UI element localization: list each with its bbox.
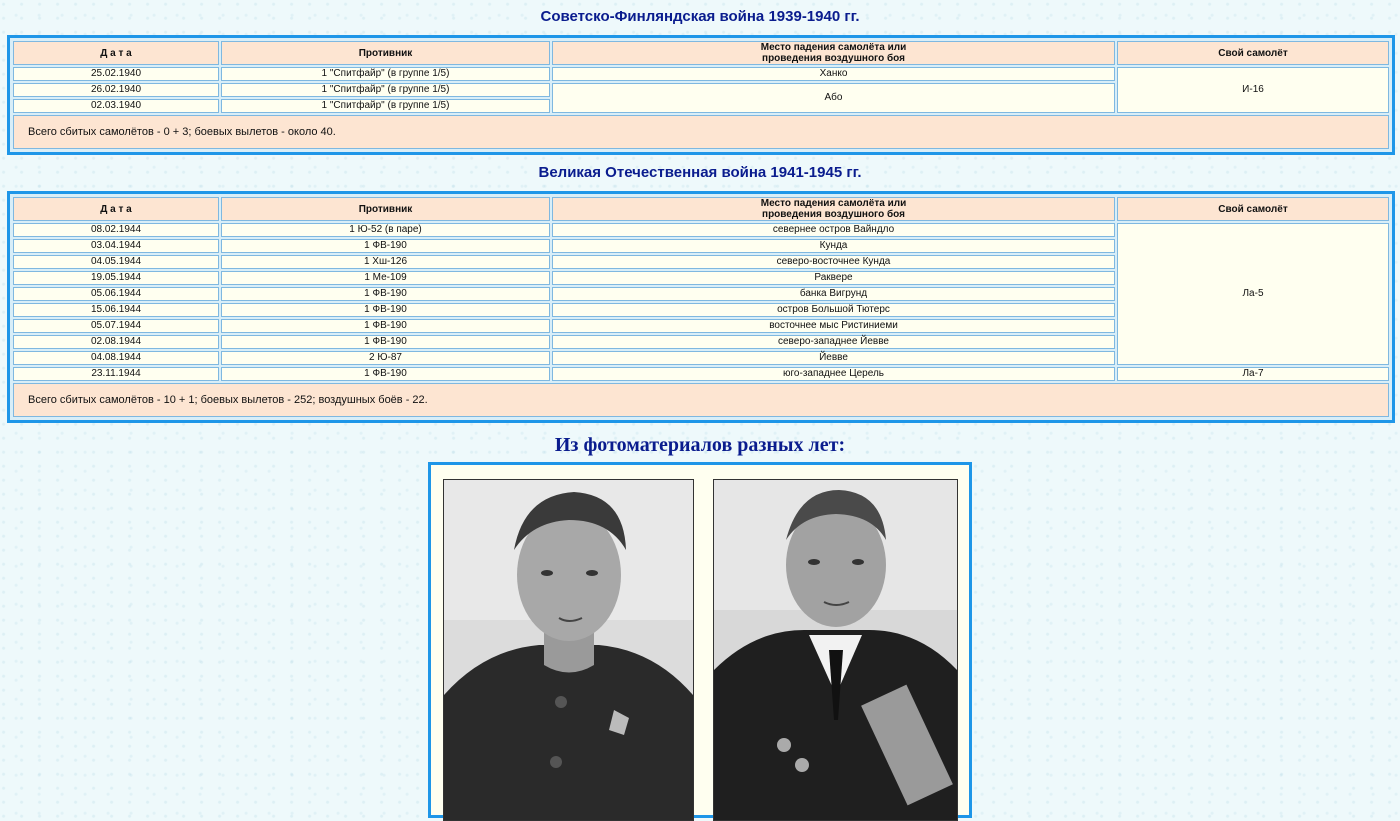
portrait-image — [444, 480, 693, 820]
header-place: Место падения самолёта или проведения воздушного боя — [552, 197, 1115, 221]
cell-place: северо-западнее Йевве — [552, 335, 1115, 349]
cell-place: северо-восточнее Кунда — [552, 255, 1115, 269]
cell-enemy: 1 "Спитфайр" (в группе 1/5) — [221, 83, 550, 97]
section-title-great-patriotic-war: Великая Отечественная война 1941-1945 гг. — [538, 164, 862, 181]
cell-place: Раквере — [552, 271, 1115, 285]
cell-aircraft: Ла-5 — [1117, 223, 1389, 365]
cell-place: Йевве — [552, 351, 1115, 365]
cell-aircraft: Ла-7 — [1117, 367, 1389, 381]
cell-date: 15.06.1944 — [13, 303, 219, 317]
cell-aircraft: И-16 — [1117, 67, 1389, 113]
portrait-photo-1[interactable] — [443, 479, 694, 821]
cell-enemy: 1 Хш-126 — [221, 255, 550, 269]
summary-text: Всего сбитых самолётов - 0 + 3; боевых вылетов - около 40. — [13, 115, 1389, 149]
portrait-image — [714, 480, 957, 820]
cell-place: Ханко — [552, 67, 1115, 81]
cell-date: 23.11.1944 — [13, 367, 219, 381]
cell-place: юго-западнее Церель — [552, 367, 1115, 381]
cell-enemy: 2 Ю-87 — [221, 351, 550, 365]
summary-row — [13, 115, 1389, 149]
winter-war-table — [7, 35, 1395, 155]
cell-date: 05.07.1944 — [13, 319, 219, 333]
header-date: Д а т а — [13, 197, 219, 221]
cell-enemy: 1 ФВ-190 — [221, 303, 550, 317]
cell-date: 25.02.1940 — [13, 67, 219, 81]
photo-gallery — [428, 462, 972, 818]
header-enemy: Противник — [221, 197, 550, 221]
portrait-photo-2[interactable] — [713, 479, 958, 821]
section-title-winter-war: Советско-Финляндская война 1939-1940 гг. — [540, 8, 860, 25]
header-date: Д а т а — [13, 41, 219, 65]
summary-row — [13, 383, 1389, 417]
cell-date: 19.05.1944 — [13, 271, 219, 285]
photos-title: Из фотоматериалов разных лет: — [554, 434, 846, 456]
cell-date: 02.08.1944 — [13, 335, 219, 349]
cell-date: 03.04.1944 — [13, 239, 219, 253]
table-row — [13, 223, 1389, 237]
cell-place: банка Вигрунд — [552, 287, 1115, 301]
cell-enemy: 1 ФВ-190 — [221, 287, 550, 301]
cell-place: остров Большой Тютерс — [552, 303, 1115, 317]
cell-enemy: 1 Ме-109 — [221, 271, 550, 285]
header-enemy: Противник — [221, 41, 550, 65]
cell-enemy: 1 ФВ-190 — [221, 367, 550, 381]
cell-date: 05.06.1944 — [13, 287, 219, 301]
cell-enemy: 1 Ю-52 (в паре) — [221, 223, 550, 237]
cell-enemy: 1 ФВ-190 — [221, 335, 550, 349]
cell-date: 04.08.1944 — [13, 351, 219, 365]
cell-date: 02.03.1940 — [13, 99, 219, 113]
cell-enemy: 1 ФВ-190 — [221, 239, 550, 253]
table-header-row — [13, 197, 1389, 221]
table-header-row — [13, 41, 1389, 65]
header-aircraft: Свой самолёт — [1117, 197, 1389, 221]
cell-date: 26.02.1940 — [13, 83, 219, 97]
header-place: Место падения самолёта или проведения воздушного боя — [552, 41, 1115, 65]
cell-enemy: 1 ФВ-190 — [221, 319, 550, 333]
table-row — [13, 367, 1389, 381]
cell-date: 08.02.1944 — [13, 223, 219, 237]
header-aircraft: Свой самолёт — [1117, 41, 1389, 65]
cell-enemy: 1 "Спитфайр" (в группе 1/5) — [221, 99, 550, 113]
great-patriotic-war-table — [7, 191, 1395, 423]
cell-place: Або — [552, 83, 1115, 113]
cell-enemy: 1 "Спитфайр" (в группе 1/5) — [221, 67, 550, 81]
cell-place: севернее остров Вайндло — [552, 223, 1115, 237]
table-row — [13, 67, 1389, 81]
cell-date: 04.05.1944 — [13, 255, 219, 269]
summary-text: Всего сбитых самолётов - 10 + 1; боевых вылетов - 252; воздушных боёв - 22. — [13, 383, 1389, 417]
cell-place: Кунда — [552, 239, 1115, 253]
cell-place: восточнее мыс Ристиниеми — [552, 319, 1115, 333]
